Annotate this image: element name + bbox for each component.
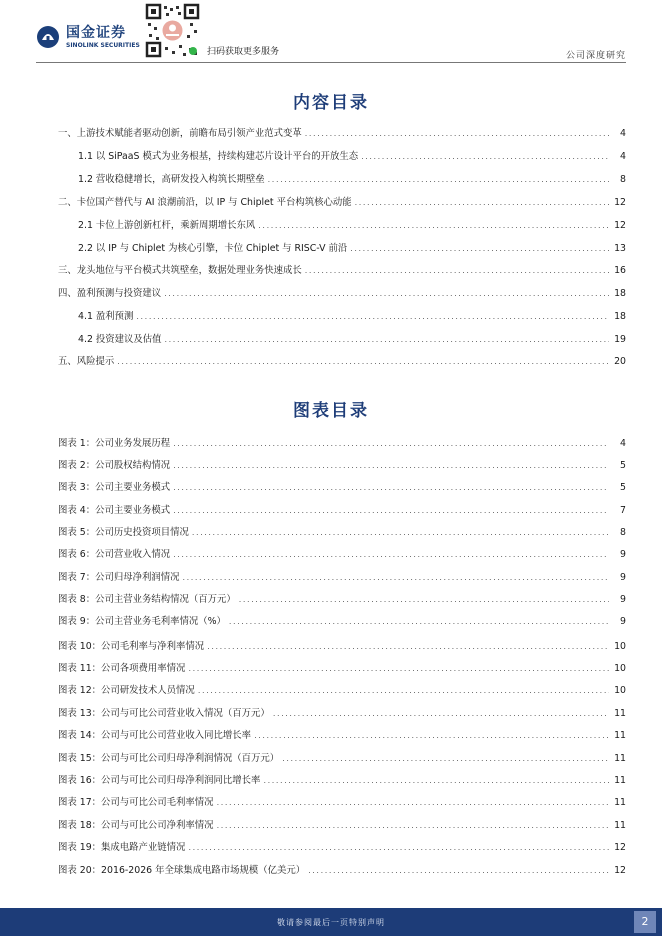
dot-leader [192, 526, 609, 540]
figure-label: 公司与可比公司净利率情况 [101, 820, 214, 831]
toc-entry-label: 2.2 以 IP 与 Chiplet 为核心引擎，卡位 Chiplet 与 RISC-V 前沿 [78, 243, 348, 254]
figure-entry[interactable] [58, 774, 626, 788]
figure-page: 7 [620, 505, 626, 516]
figure-entry[interactable] [58, 864, 626, 878]
figure-page: 11 [614, 753, 626, 764]
figure-number: 图表 6： [58, 549, 96, 560]
toc-entry-label: 二、卡位国产替代与 AI 浪潮前沿，以 IP 与 Chiplet 平台构筑核心动能 [58, 197, 352, 208]
figure-entry[interactable] [58, 662, 626, 676]
logo-chinese-name: 国金证券 [66, 24, 126, 41]
figure-page: 11 [614, 708, 626, 719]
toc-entry[interactable] [58, 264, 626, 278]
toc-entry[interactable] [58, 127, 626, 141]
company-logo [36, 25, 140, 49]
figure-number: 图表 7： [58, 572, 96, 583]
figure-number: 图表 15： [58, 753, 102, 764]
figure-page: 11 [614, 797, 626, 808]
toc-entry-label: 1.1 以 SiPaaS 模式为业务根基，持续构建芯片设计平台的开放生态 [78, 151, 359, 162]
figure-label: 集成电路产业链情况 [101, 842, 186, 853]
toc-entry[interactable] [78, 173, 626, 187]
dot-leader [282, 752, 609, 766]
figure-label: 公司与可比公司营业收入情况（百万元） [101, 708, 270, 719]
figure-number: 图表 9： [58, 616, 96, 627]
figure-page: 11 [614, 730, 626, 741]
toc-entry-label: 一、上游技术赋能者驱动创新，前瞻布局引领产业范式变革 [58, 128, 302, 139]
figure-label: 2016-2026 年全球集成电路市场规模（亿美元） [101, 865, 306, 876]
logo-english-name: SINOLINK SECURITIES [66, 41, 140, 49]
figure-number: 图表 11： [58, 663, 102, 674]
toc-entry-page: 18 [614, 288, 626, 299]
figure-label: 公司业务发展历程 [95, 438, 171, 449]
qr-code-icon[interactable] [145, 3, 200, 58]
dot-leader [263, 774, 609, 788]
figure-page: 11 [614, 820, 626, 831]
sinolink-logo-icon [36, 25, 60, 49]
figure-list-title: 图表目录 [293, 401, 369, 421]
dot-leader [188, 662, 609, 676]
figure-label: 公司股权结构情况 [95, 460, 171, 471]
figure-page: 9 [620, 572, 626, 583]
toc-entry-page: 13 [614, 243, 626, 254]
figure-label: 公司与可比公司归母净利润同比增长率 [101, 775, 261, 786]
toc-entry-label: 4.2 投资建议及估值 [78, 334, 162, 345]
toc-entry-label: 四、盈利预测与投资建议 [58, 288, 162, 299]
scan-for-more-text: 扫码获取更多服务 [207, 47, 280, 57]
figure-page: 9 [620, 594, 626, 605]
figure-label: 公司历史投资项目情况 [95, 527, 189, 538]
figure-label: 公司营业收入情况 [95, 549, 171, 560]
figure-number: 图表 13： [58, 708, 102, 719]
figure-entry[interactable] [58, 707, 626, 721]
report-type-label: 公司深度研究 [565, 51, 626, 61]
figure-entry[interactable] [58, 504, 626, 518]
dot-leader [254, 729, 609, 743]
toc-entry[interactable] [78, 333, 626, 347]
toc-entry-label: 4.1 盈利预测 [78, 311, 134, 322]
toc-entry[interactable] [58, 287, 626, 301]
figure-entry[interactable] [58, 481, 626, 495]
dot-leader [308, 864, 609, 878]
dot-leader [361, 150, 609, 164]
figure-number: 图表 2： [58, 460, 96, 471]
figure-page: 10 [614, 663, 626, 674]
toc-entry[interactable] [78, 242, 626, 256]
figure-number: 图表 14： [58, 730, 102, 741]
figure-entry[interactable] [58, 796, 626, 810]
figure-number: 图表 10： [58, 641, 102, 652]
dot-leader [182, 571, 609, 585]
figure-number: 图表 18： [58, 820, 102, 831]
dot-leader [229, 615, 609, 629]
page-footer [0, 908, 662, 936]
figure-label: 公司与可比公司归母净利润情况（百万元） [101, 753, 280, 764]
figure-entry[interactable] [58, 459, 626, 473]
figure-page: 12 [614, 865, 626, 876]
figure-label: 公司与可比公司营业收入同比增长率 [101, 730, 252, 741]
dot-leader [188, 841, 609, 855]
dot-leader [305, 264, 609, 278]
toc-entry-label: 1.2 营收稳健增长，高研发投入构筑长期壁垒 [78, 174, 265, 185]
dot-leader [117, 355, 609, 369]
header-divider [36, 62, 626, 63]
figure-entry[interactable] [58, 819, 626, 833]
toc-entry[interactable] [58, 355, 626, 369]
figure-number: 图表 20： [58, 865, 102, 876]
dot-leader [305, 127, 609, 141]
toc-entry-page: 4 [620, 151, 626, 162]
figure-number: 图表 17： [58, 797, 102, 808]
toc-entry-page: 18 [614, 311, 626, 322]
toc-entry[interactable] [58, 196, 626, 210]
figure-label: 公司主要业务模式 [95, 505, 171, 516]
figure-entry[interactable] [58, 437, 626, 451]
figure-label: 公司研发技术人员情况 [101, 685, 195, 696]
figure-number: 图表 3： [58, 482, 96, 493]
dot-leader [258, 219, 609, 233]
dot-leader [217, 796, 609, 810]
figure-label: 公司主要业务模式 [95, 482, 171, 493]
figure-entry[interactable] [58, 593, 626, 607]
toc-entry-page: 8 [620, 174, 626, 185]
dot-leader [164, 287, 609, 301]
figure-label: 公司毛利率与净利率情况 [101, 641, 205, 652]
dot-leader [173, 459, 609, 473]
figure-label: 公司归母净利润情况 [95, 572, 180, 583]
dot-leader [217, 819, 609, 833]
dot-leader [268, 173, 609, 187]
dot-leader [173, 548, 609, 562]
page-number: 2 [634, 911, 656, 933]
figure-page: 8 [620, 527, 626, 538]
dot-leader [136, 310, 609, 324]
figure-page: 5 [620, 482, 626, 493]
figure-number: 图表 8： [58, 594, 96, 605]
dot-leader [165, 333, 609, 347]
figure-page: 9 [620, 616, 626, 627]
toc-entry[interactable] [78, 219, 626, 233]
figure-label: 公司主营业务毛利率情况（%） [95, 616, 226, 627]
figure-label: 公司与可比公司毛利率情况 [101, 797, 214, 808]
dot-leader [350, 242, 609, 256]
figure-page: 10 [614, 685, 626, 696]
toc-entry-label: 三、龙头地位与平台模式共筑壁垒，数据处理业务快速成长 [58, 265, 302, 276]
figure-page: 4 [620, 438, 626, 449]
figure-entry[interactable] [58, 729, 626, 743]
figure-page: 10 [614, 641, 626, 652]
toc-entry-page: 4 [620, 128, 626, 139]
figure-entry[interactable] [58, 640, 626, 654]
figure-number: 图表 16： [58, 775, 102, 786]
toc-entry-page: 12 [614, 197, 626, 208]
figure-page: 5 [620, 460, 626, 471]
dot-leader [239, 593, 609, 607]
dot-leader [207, 640, 609, 654]
figure-label: 公司主营业务结构情况（百万元） [95, 594, 236, 605]
figure-entry[interactable] [58, 548, 626, 562]
figure-entry[interactable] [58, 571, 626, 585]
figure-entry[interactable] [58, 752, 626, 766]
figure-entry[interactable] [58, 684, 626, 698]
figure-number: 图表 4： [58, 505, 96, 516]
toc-title: 内容目录 [293, 93, 369, 113]
toc-entry-page: 12 [614, 220, 626, 231]
toc-entry-label: 2.1 卡位上游创新杠杆，乘新周期增长东风 [78, 220, 256, 231]
figure-number: 图表 1： [58, 438, 96, 449]
figure-page: 11 [614, 775, 626, 786]
dot-leader [273, 707, 609, 721]
toc-entry-page: 16 [614, 265, 626, 276]
figure-page: 12 [614, 842, 626, 853]
figure-label: 公司各项费用率情况 [101, 663, 186, 674]
toc-entry-page: 20 [614, 356, 626, 367]
dot-leader [173, 481, 609, 495]
figure-page: 9 [620, 549, 626, 560]
toc-entry[interactable] [78, 310, 626, 324]
figure-entry[interactable] [58, 526, 626, 540]
toc-entry[interactable] [78, 150, 626, 164]
figure-number: 图表 12： [58, 685, 102, 696]
figure-entry[interactable] [58, 841, 626, 855]
dot-leader [173, 504, 609, 518]
disclaimer-notice: 敬请参阅最后一页特别声明 [277, 918, 385, 927]
dot-leader [198, 684, 609, 698]
figure-entry[interactable] [58, 615, 626, 629]
figure-number: 图表 5： [58, 527, 96, 538]
figure-number: 图表 19： [58, 842, 102, 853]
dot-leader [173, 437, 609, 451]
toc-entry-page: 19 [614, 334, 626, 345]
dot-leader [355, 196, 609, 210]
toc-entry-label: 五、风险提示 [58, 356, 115, 367]
page-header [0, 0, 662, 66]
